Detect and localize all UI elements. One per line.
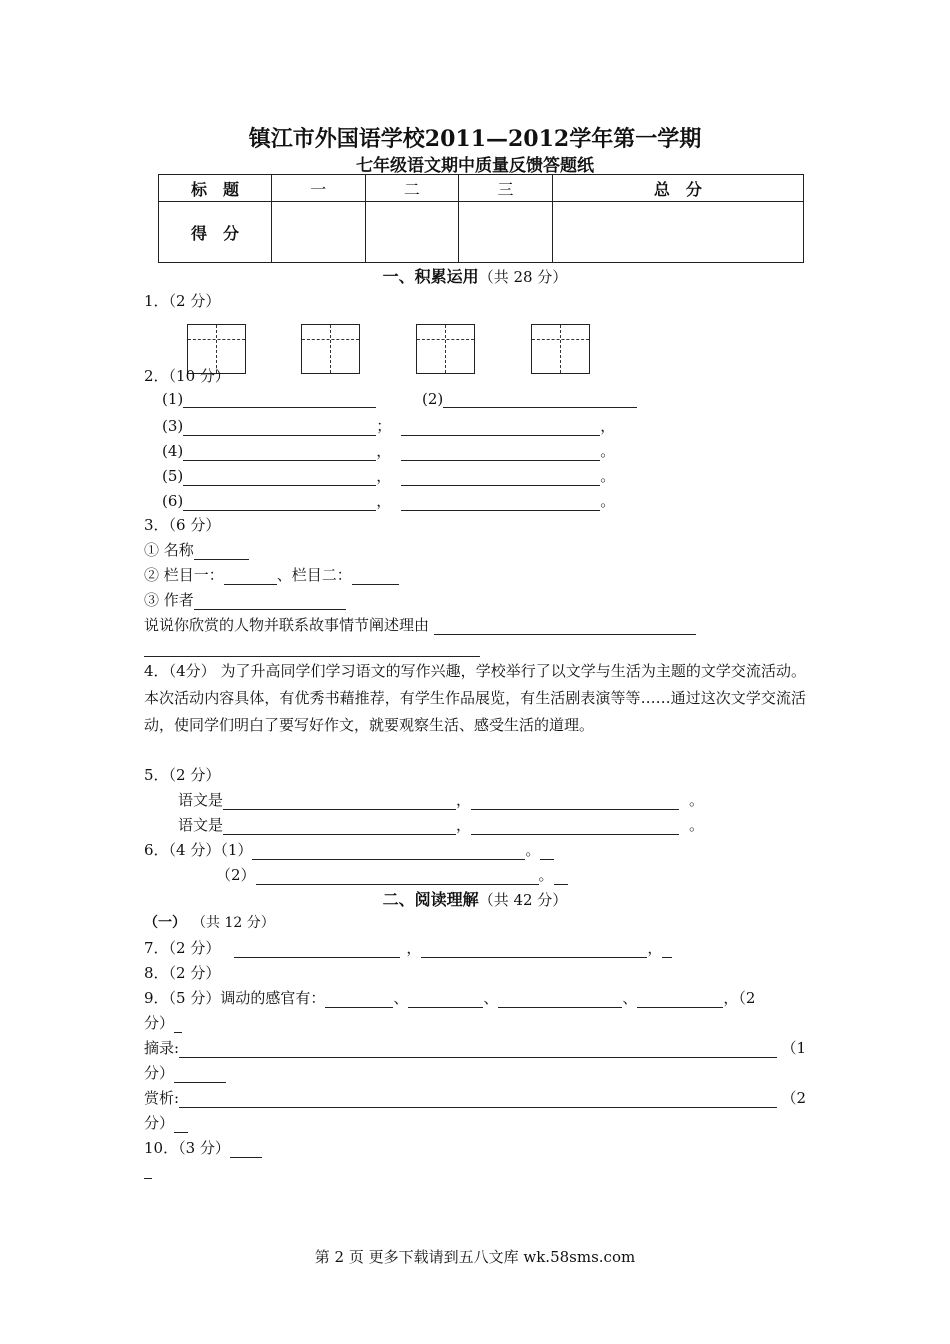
answer-blank[interactable] xyxy=(401,446,600,461)
q9-analysis-points: （2 xyxy=(781,1089,806,1107)
separator: ， xyxy=(376,467,392,485)
punctuation: ， xyxy=(600,417,616,435)
q6-line-1 xyxy=(144,839,554,860)
section-one-title: 一、积累运用 xyxy=(382,267,479,286)
answer-blank[interactable] xyxy=(256,870,539,885)
part-one-label: （一） xyxy=(144,915,186,931)
q3-author-label: ③ 作者 xyxy=(144,591,194,609)
part-one-points: （共 12 分） xyxy=(192,915,275,931)
section-two-points: （共 42 分） xyxy=(478,891,568,909)
q3-prompt-line xyxy=(144,614,696,635)
char-grid-box[interactable] xyxy=(301,324,360,374)
q3-prompt: 说说你欣赏的人物并联系故事情节阐述理由 xyxy=(144,616,430,634)
section-two-heading xyxy=(0,887,950,910)
q6-sub-label: （2） xyxy=(216,866,256,884)
answer-blank[interactable] xyxy=(637,993,723,1008)
q10-line xyxy=(144,1137,262,1158)
q2-line-5 xyxy=(162,465,615,486)
answer-blank[interactable] xyxy=(471,795,679,810)
q2-label: 2．（10 分） xyxy=(144,367,230,385)
answer-blank[interactable] xyxy=(223,795,456,810)
q3-item-2 xyxy=(144,564,399,585)
answer-blank[interactable] xyxy=(252,845,525,860)
punctuation: 。 xyxy=(600,492,616,510)
q6-label: 6．（4 分） xyxy=(144,841,221,859)
answer-blank[interactable] xyxy=(194,545,249,560)
q3-column2-label: 、栏目二： xyxy=(276,566,352,584)
answer-blank[interactable] xyxy=(179,1043,777,1058)
q6-line-2 xyxy=(216,864,568,885)
document-title: 镇江市外国语学校2011—2012学年第一学期 xyxy=(248,126,702,152)
q9-excerpt-points-unit: 分） xyxy=(144,1064,175,1082)
q2-item-label: (3) xyxy=(162,417,184,435)
punctuation: 。 xyxy=(600,467,616,485)
q10-label: 10．（3 分） xyxy=(144,1139,230,1157)
q9-analysis-points-unit: 分） xyxy=(144,1114,175,1132)
q2-item-label: (1) xyxy=(162,390,184,408)
answer-blank[interactable] xyxy=(471,820,679,835)
punctuation: 。 xyxy=(689,816,705,834)
q3-label: 3．（6 分） xyxy=(144,516,221,534)
q9-line xyxy=(144,987,755,1008)
q2-line-3 xyxy=(162,415,615,436)
answer-blank[interactable] xyxy=(174,1118,188,1133)
answer-blank[interactable] xyxy=(183,496,376,511)
q9-points: ，（2 xyxy=(723,989,756,1007)
answer-blank[interactable] xyxy=(540,845,554,860)
score-table-score-row xyxy=(159,202,804,263)
answer-blank[interactable] xyxy=(183,393,376,408)
answer-blank[interactable] xyxy=(183,446,376,461)
answer-blank[interactable] xyxy=(234,943,400,958)
punctuation: ， xyxy=(406,939,422,957)
answer-blank[interactable] xyxy=(183,421,376,436)
score-table-header-cell: 标 题 xyxy=(159,175,272,202)
score-table-header-cell: 三 xyxy=(459,175,553,202)
q8-label: 8．（2 分） xyxy=(144,964,221,982)
q2-item-label: (2) xyxy=(422,390,444,408)
separator: 、 xyxy=(483,989,499,1007)
q3-name-label: ① 名称 xyxy=(144,541,194,559)
q9-points-cont xyxy=(144,1012,182,1033)
q3-column1-label: ② 栏目一： xyxy=(144,566,224,584)
answer-blank[interactable] xyxy=(401,421,600,436)
q9-excerpt-points: （1 xyxy=(781,1039,806,1057)
q7-line xyxy=(144,937,672,958)
q2-item-label: (6) xyxy=(162,492,184,510)
answer-blank[interactable] xyxy=(443,393,637,408)
q3-item-1 xyxy=(144,539,249,560)
answer-blank[interactable] xyxy=(421,943,647,958)
q5-label: 5．（2 分） xyxy=(144,766,221,784)
score-table-header-cell: 总 分 xyxy=(552,175,803,202)
answer-blank[interactable] xyxy=(174,1068,226,1083)
q5-prefix: 语文是 xyxy=(178,791,224,809)
q9-analysis-label: 赏析: xyxy=(144,1089,180,1107)
q1-label: 1．（2 分） xyxy=(144,292,221,310)
answer-blank[interactable] xyxy=(408,993,483,1008)
answer-blank[interactable] xyxy=(194,595,346,610)
char-grid-box[interactable] xyxy=(531,324,590,374)
answer-blank[interactable] xyxy=(401,471,600,486)
q9-label: 9．（5 分）调动的感官有： xyxy=(144,989,326,1007)
q2-line-2 xyxy=(422,390,637,408)
score-table-header-cell: 二 xyxy=(365,175,459,202)
section-one-heading xyxy=(0,264,950,287)
score-table-header-cell: 一 xyxy=(272,175,366,202)
score-cell[interactable] xyxy=(459,202,553,263)
answer-blank[interactable] xyxy=(352,570,399,585)
separator: 、 xyxy=(622,989,638,1007)
score-cell[interactable] xyxy=(365,202,459,263)
q9-analysis-line xyxy=(144,1087,806,1108)
q4-paragraph: 4．（4分） 为了升高同学们学习语文的写作兴趣，学校举行了以文学与生活为主题的文学交流活动。本次活动内容具体，有优秀书藉推荐，有学生作品展览，有生活剧表演等等……通过这次文学交流活动，使同学们明白了要写好作文，就要观察生活、感受生活的道理。 xyxy=(144,662,806,734)
separator: ； xyxy=(376,417,392,435)
separator: ， xyxy=(376,442,392,460)
q9-excerpt-line xyxy=(144,1037,806,1058)
q5-line-2 xyxy=(178,814,704,835)
answer-blank[interactable] xyxy=(183,471,376,486)
q3-item-3 xyxy=(144,589,346,610)
separator: ， xyxy=(376,492,392,510)
answer-blank[interactable] xyxy=(434,620,696,635)
answer-blank[interactable] xyxy=(223,820,456,835)
q5-line-1 xyxy=(178,789,704,810)
answer-blank[interactable] xyxy=(401,496,600,511)
document-subtitle: 七年级语文期中质量反馈答题纸 xyxy=(356,156,594,176)
part-one-heading xyxy=(144,912,275,932)
q5-prefix: 语文是 xyxy=(178,816,224,834)
punctuation: 。 xyxy=(525,841,541,859)
q6-sub-label: （1） xyxy=(220,841,253,859)
punctuation: 。 xyxy=(689,791,705,809)
answer-blank[interactable] xyxy=(230,1143,262,1158)
score-cell[interactable] xyxy=(552,202,803,263)
q2-line-4 xyxy=(162,440,615,461)
char-grid-box[interactable] xyxy=(416,324,475,374)
answer-blank[interactable] xyxy=(662,943,672,958)
page-footer: 第 2 页 更多下载请到五八文库 wk.58sms.com xyxy=(314,1248,636,1266)
answer-blank[interactable] xyxy=(179,1093,777,1108)
answer-blank[interactable] xyxy=(325,993,393,1008)
section-two-title: 二、阅读理解 xyxy=(382,890,479,909)
q2-item-label: (4) xyxy=(162,442,184,460)
answer-blank[interactable] xyxy=(174,1018,182,1033)
answer-blank[interactable] xyxy=(144,640,480,657)
punctuation: 。 xyxy=(538,866,554,884)
answer-blank[interactable] xyxy=(144,1162,152,1179)
score-cell[interactable] xyxy=(272,202,366,263)
q9-excerpt-label: 摘录: xyxy=(144,1039,180,1057)
q2-item-label: (5) xyxy=(162,467,184,485)
q2-line-6 xyxy=(162,490,615,511)
answer-blank[interactable] xyxy=(498,993,622,1008)
score-table-header-row xyxy=(159,175,804,202)
punctuation: 。 xyxy=(600,442,616,460)
q2-line-1 xyxy=(162,390,376,408)
answer-blank[interactable] xyxy=(224,570,277,585)
q9-excerpt-cont xyxy=(144,1062,226,1083)
section-one-points: （共 28 分） xyxy=(478,268,568,286)
punctuation: ， xyxy=(456,816,472,834)
punctuation: ， xyxy=(456,791,472,809)
score-row-label: 得 分 xyxy=(159,202,272,263)
separator: 、 xyxy=(393,989,409,1007)
q9-points-unit: 分） xyxy=(144,1014,175,1032)
answer-blank[interactable] xyxy=(554,870,568,885)
score-table xyxy=(158,174,804,263)
q7-label: 7．（2 分） xyxy=(144,939,221,957)
punctuation: ， xyxy=(647,939,663,957)
q9-analysis-cont xyxy=(144,1112,188,1133)
